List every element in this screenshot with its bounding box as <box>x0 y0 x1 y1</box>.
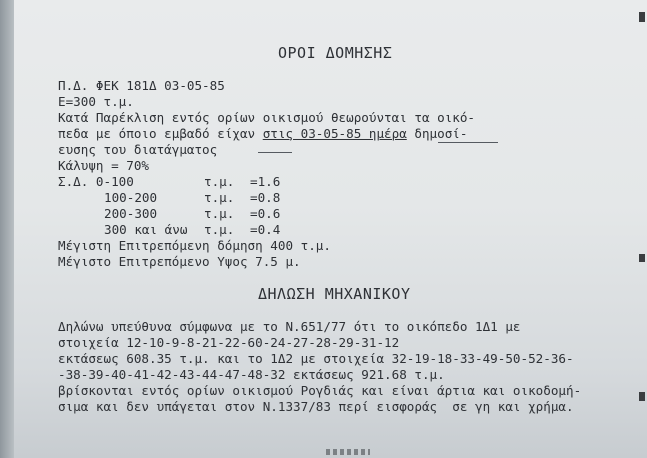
declaration-title: ΔΗΛΩΣΗ ΜΗΧΑΝΙΚΟΥ <box>258 285 411 303</box>
max-building-line: Μέγιστη Επιτρεπόμενη δόμηση 400 τ.μ. <box>58 238 331 253</box>
coverage-line: Κάλυψη = 70% <box>58 158 149 173</box>
terms-line: Π.Δ. ΦΕΚ 181Δ 03-05-85 <box>58 78 225 93</box>
sd-unit: τ.μ. <box>204 206 235 221</box>
sd-unit: τ.μ. <box>204 174 235 189</box>
underline-stroke <box>438 142 498 143</box>
margin-mark <box>639 392 645 401</box>
max-height-line: Μέγιστο Επιτρεπόμενο Υψος 7.5 μ. <box>58 254 301 269</box>
sd-range: 200-300 <box>104 206 158 221</box>
sd-range: Σ.Δ. 0-100 <box>58 174 134 189</box>
terms-line <box>58 127 467 141</box>
declaration-line: -38-39-40-41-42-43-44-47-48-32 εκτάσεως 921.68 τ.μ. <box>58 367 445 382</box>
terms-title: ΟΡΟΙ ΔΟΜΗΣΗΣ <box>278 44 393 62</box>
terms-line: ευσης του διατάγματος <box>58 142 218 157</box>
terms-line-part: δημοσί- <box>406 126 468 141</box>
margin-mark <box>639 254 645 262</box>
sd-value: =1.6 <box>250 174 281 189</box>
sd-unit: τ.μ. <box>204 190 235 205</box>
declaration-line: Δηλώνω υπεύθυνα σύμφωνα με το Ν.651/77 ότι το οικόπεδο 1Δ1 με <box>58 319 521 334</box>
page-edge-shadow <box>0 0 14 458</box>
declaration-line: στοιχεία 12-10-9-8-21-22-60-24-27-28-29-31-12 <box>58 335 400 350</box>
margin-mark <box>639 12 645 22</box>
sd-value: =0.8 <box>250 190 281 205</box>
declaration-line: βρίσκονται εντός ορίων οικισμού Ρογδιάς και είναι άρτια και οικοδομή- <box>58 383 582 398</box>
declaration-line: εκτάσεως 608.35 τ.μ. και το 1Δ2 με στοιχεία 32-19-18-33-49-50-52-36- <box>58 351 574 366</box>
terms-line-part: πεδα με όποιο εμβαδό είχαν <box>58 126 263 141</box>
sd-value: =0.4 <box>250 222 281 237</box>
sd-range: 100-200 <box>104 190 158 205</box>
sd-value: =0.6 <box>250 206 281 221</box>
cropped-text-fragment <box>326 449 370 455</box>
declaration-line: σιμα και δεν υπάγεται στον Ν.1337/83 περί εισφοράς σε γη και χρήμα. <box>58 399 574 414</box>
sd-unit: τ.μ. <box>204 222 235 237</box>
sd-range: 300 και άνω <box>104 222 188 237</box>
underlined-date-phrase: στις 03-05-85 ημέρα <box>262 126 407 141</box>
terms-line: Ε=300 τ.μ. <box>58 94 134 109</box>
terms-line: Κατά Παρέκλιση εντός ορίων οικισμού θεωρούνται τα οικό- <box>58 110 476 125</box>
underline-stroke <box>258 152 292 153</box>
